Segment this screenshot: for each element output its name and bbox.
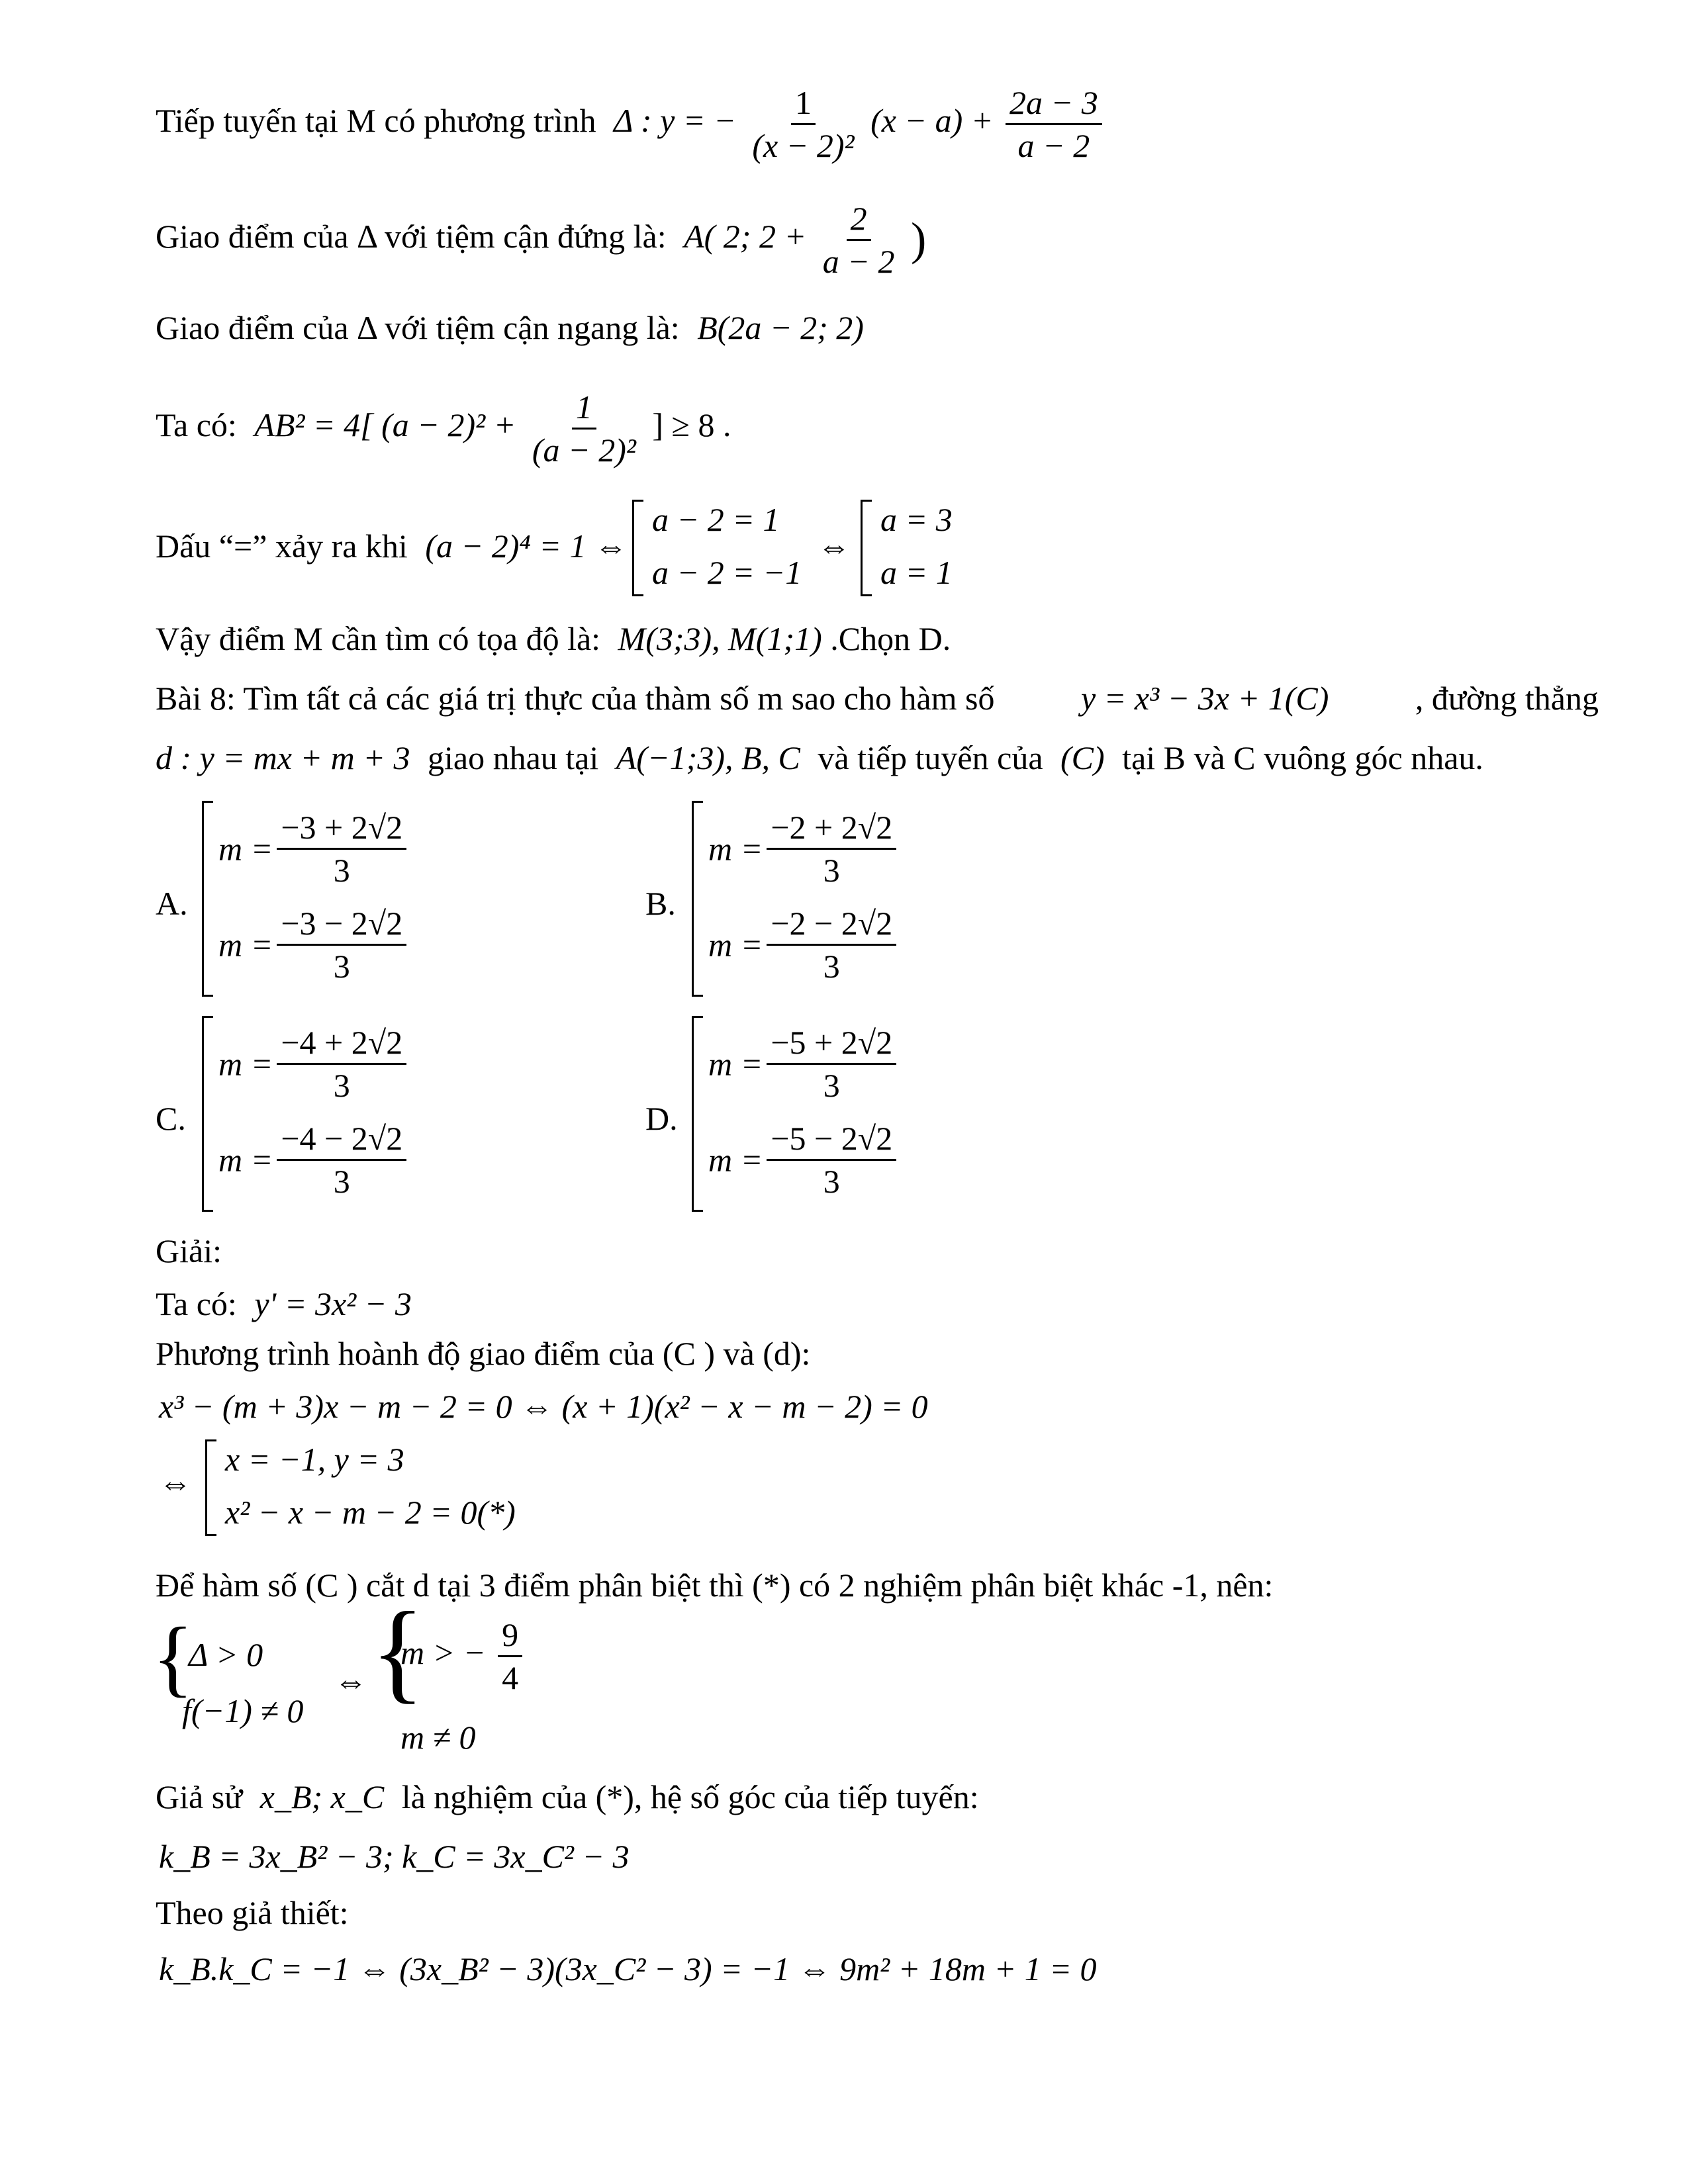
hypothesis-heading: Theo giả thiết: [156, 1894, 349, 1931]
option-row-1 [708, 811, 900, 887]
fraction-denominator: 3 [823, 1163, 840, 1200]
problem-8-line-d: d : y = mx + m + 3 [156, 739, 410, 776]
option-row-1 [218, 1026, 410, 1102]
option-m: m = [708, 830, 763, 868]
option-m: m = [708, 1045, 763, 1083]
vertical-asymptote-line [156, 202, 926, 278]
vertical-asymptote-text: Giao điểm của Δ với tiệm cận đứng là: [156, 217, 667, 255]
roots-row-b: x² − x − m − 2 = 0(*) [225, 1494, 516, 1531]
problem-8-text-c: giao nhau tại [427, 739, 599, 776]
intersection-equation: x³ − (m + 3)x − m − 2 = 0 ⇔ (x + 1)(x² − x − m − 2) = 0 [159, 1388, 928, 1425]
problem-8-function: y = x³ − 3x + 1(C) [1080, 680, 1329, 717]
roots-bracket [205, 1439, 216, 1536]
conclusion-text: Vậy điểm M cần tìm có tọa độ là: [156, 620, 601, 657]
option-m: m = [708, 926, 763, 964]
fraction-numerator: −4 − 2√2 [277, 1122, 406, 1161]
horizontal-asymptote-line [156, 311, 864, 344]
derivative-math: y' = 3x² − 3 [254, 1285, 412, 1322]
condition-brace-1: { [152, 1610, 194, 1706]
fraction-numerator: 1 [572, 390, 596, 430]
option-fraction-1 [767, 1026, 896, 1102]
system-1-row-a: a − 2 = 1 [652, 501, 780, 538]
option-row-2 [218, 907, 410, 983]
slope-intro-post: là nghiệm của (*), hệ số góc của tiếp tuyến: [401, 1778, 979, 1815]
option-m: m = [218, 926, 273, 964]
fraction-denominator: 3 [333, 948, 350, 985]
tangent-text: Tiếp tuyến tại M có phương trình [156, 101, 596, 139]
fraction-numerator: −3 + 2√2 [277, 811, 406, 850]
perpendicular-condition: k_B.k_C = −1 ⇔ (3x_B² − 3)(3x_C² − 3) = −1 ⇔ 9m² + 18m + 1 = 0 [159, 1950, 1097, 1987]
fraction-numerator: 1 [791, 86, 816, 125]
condition-row-d: m ≠ 0 [400, 1719, 476, 1756]
fraction-numerator: −2 − 2√2 [767, 907, 896, 946]
fraction-numerator: −2 + 2√2 [767, 811, 896, 850]
option-bracket [202, 1016, 213, 1212]
problem-8-line-1 [156, 682, 1599, 715]
fraction-numerator: 2 [847, 202, 871, 241]
fraction-denominator: a − 2 [1017, 127, 1090, 164]
fraction-numerator: −5 + 2√2 [767, 1026, 896, 1065]
condition-row-b: f(−1) ≠ 0 [182, 1692, 304, 1729]
fraction-denominator: 3 [333, 1163, 350, 1200]
roots-equiv: ⇔ [159, 1464, 192, 1501]
point-b: B(2a − 2; 2) [697, 309, 864, 346]
problem-8-curve: (C) [1060, 739, 1105, 776]
system-2-row-a: a = 3 [880, 501, 953, 538]
condition-equiv: ⇔ [334, 1662, 367, 1700]
fraction-numerator: 9 [498, 1618, 522, 1657]
fraction-numerator: −4 + 2√2 [277, 1026, 406, 1065]
ab-squared-prefix: AB² = 4[ (a − 2)² + [254, 406, 516, 443]
ta-co-text: Ta có: [156, 406, 237, 443]
condition-row-c [400, 1618, 526, 1694]
option-label[interactable]: B. [645, 885, 676, 922]
option-fraction-2 [277, 1122, 406, 1198]
roots-row-a: x = −1, y = 3 [225, 1441, 404, 1478]
fraction-numerator: −3 − 2√2 [277, 907, 406, 946]
system-1-row-b: a − 2 = −1 [652, 554, 802, 591]
option-row-1 [218, 811, 410, 887]
intersection-heading: Phương trình hoành độ giao điểm của (C ) và (d): [156, 1335, 811, 1372]
option-bracket [202, 801, 213, 997]
point-a-prefix: A( 2; 2 + [684, 217, 807, 255]
fraction-numerator: 2a − 3 [1006, 86, 1102, 125]
condition-row-c-fraction [498, 1618, 522, 1694]
fraction-denominator: (x − 2)² [752, 127, 855, 164]
option-fraction-2 [277, 907, 406, 983]
option-label[interactable]: A. [156, 885, 188, 922]
slope-intro-math: x_B; x_C [259, 1778, 385, 1815]
problem-8-text-a: Bài 8: Tìm tất cả các giá trị thực của thàm số m sao cho hàm số [156, 680, 995, 717]
option-m: m = [218, 1141, 273, 1179]
ab-squared-line [156, 390, 731, 467]
equality-condition-line [156, 529, 628, 563]
problem-8-line-2 [156, 741, 1483, 774]
fraction-denominator: 3 [823, 852, 840, 889]
fraction-numerator: −5 − 2√2 [767, 1122, 896, 1161]
option-row-2 [708, 907, 900, 983]
option-fraction-2 [767, 907, 896, 983]
point-a-fraction [819, 202, 899, 278]
solution-heading: Giải: [156, 1232, 222, 1269]
condition-brace-2: { [371, 1589, 425, 1713]
fraction-denominator: 3 [333, 852, 350, 889]
option-fraction-1 [767, 811, 896, 887]
option-row-2 [218, 1122, 410, 1198]
point-a-close: ) [910, 214, 927, 265]
option-bracket [692, 801, 703, 997]
distinct-roots-condition: Để hàm số (C ) cắt d tại 3 điểm phân biệt thì (*) có 2 nghiệm phân biệt khác -1, nên: [156, 1567, 1274, 1604]
condition-row-c-prefix: m > − [400, 1633, 486, 1671]
ab-squared-fraction [528, 390, 640, 467]
option-bracket [692, 1016, 703, 1212]
tangent-math-mid: (x − a) + [870, 101, 994, 139]
option-row-1 [708, 1026, 900, 1102]
option-m: m = [218, 830, 273, 868]
conclusion-line [156, 622, 951, 655]
bracket-system-2 [861, 500, 872, 596]
option-row-2 [708, 1122, 900, 1198]
fraction-denominator: 3 [823, 948, 840, 985]
derivative-text: Ta có: [156, 1285, 237, 1322]
equality-text: Dấu “=” xảy ra khi [156, 527, 408, 565]
derivative-line [156, 1287, 412, 1320]
option-fraction-2 [767, 1122, 896, 1198]
option-label[interactable]: C. [156, 1100, 186, 1137]
tangent-fraction-1 [748, 86, 858, 162]
horizontal-asymptote-text: Giao điểm của Δ với tiệm cận ngang là: [156, 309, 680, 346]
option-fraction-1 [277, 811, 406, 887]
system-equiv: ⇔ [818, 527, 851, 565]
slope-intro-pre: Giả sử [156, 1778, 243, 1815]
slope-equations: k_B = 3x_B² − 3; k_C = 3x_C² − 3 [159, 1838, 630, 1875]
problem-8-text-e: tại B và C vuông góc nhau. [1122, 739, 1483, 776]
option-m: m = [218, 1045, 273, 1083]
option-m: m = [708, 1141, 763, 1179]
condition-row-a: Δ > 0 [189, 1636, 263, 1673]
problem-8-text-d: và tiếp tuyến của [818, 739, 1043, 776]
tangent-equation-line [156, 86, 1106, 162]
option-fraction-1 [277, 1026, 406, 1102]
ab-squared-suffix: ] ≥ 8 . [652, 406, 731, 443]
option-label[interactable]: D. [645, 1100, 678, 1137]
fraction-denominator: 3 [823, 1067, 840, 1104]
tangent-math-prefix: Δ : y = − [614, 101, 736, 139]
conclusion-points: M(3;3), M(1;1) [618, 620, 822, 657]
fraction-denominator: 4 [502, 1659, 519, 1696]
bracket-system-1 [632, 500, 643, 596]
equality-math: (a − 2)⁴ = 1 ⇔ [425, 527, 628, 565]
fraction-denominator: a − 2 [822, 243, 895, 280]
problem-8-points: A(−1;3), B, C [616, 739, 800, 776]
system-2-row-b: a = 1 [880, 554, 953, 591]
problem-8-text-b: , đường thẳng [1415, 680, 1599, 717]
fraction-denominator: 3 [333, 1067, 350, 1104]
conclusion-choice: .Chọn D. [830, 620, 951, 657]
fraction-denominator: (a − 2)² [532, 432, 636, 469]
slope-intro-line [156, 1780, 979, 1813]
tangent-fraction-2 [1006, 86, 1102, 162]
